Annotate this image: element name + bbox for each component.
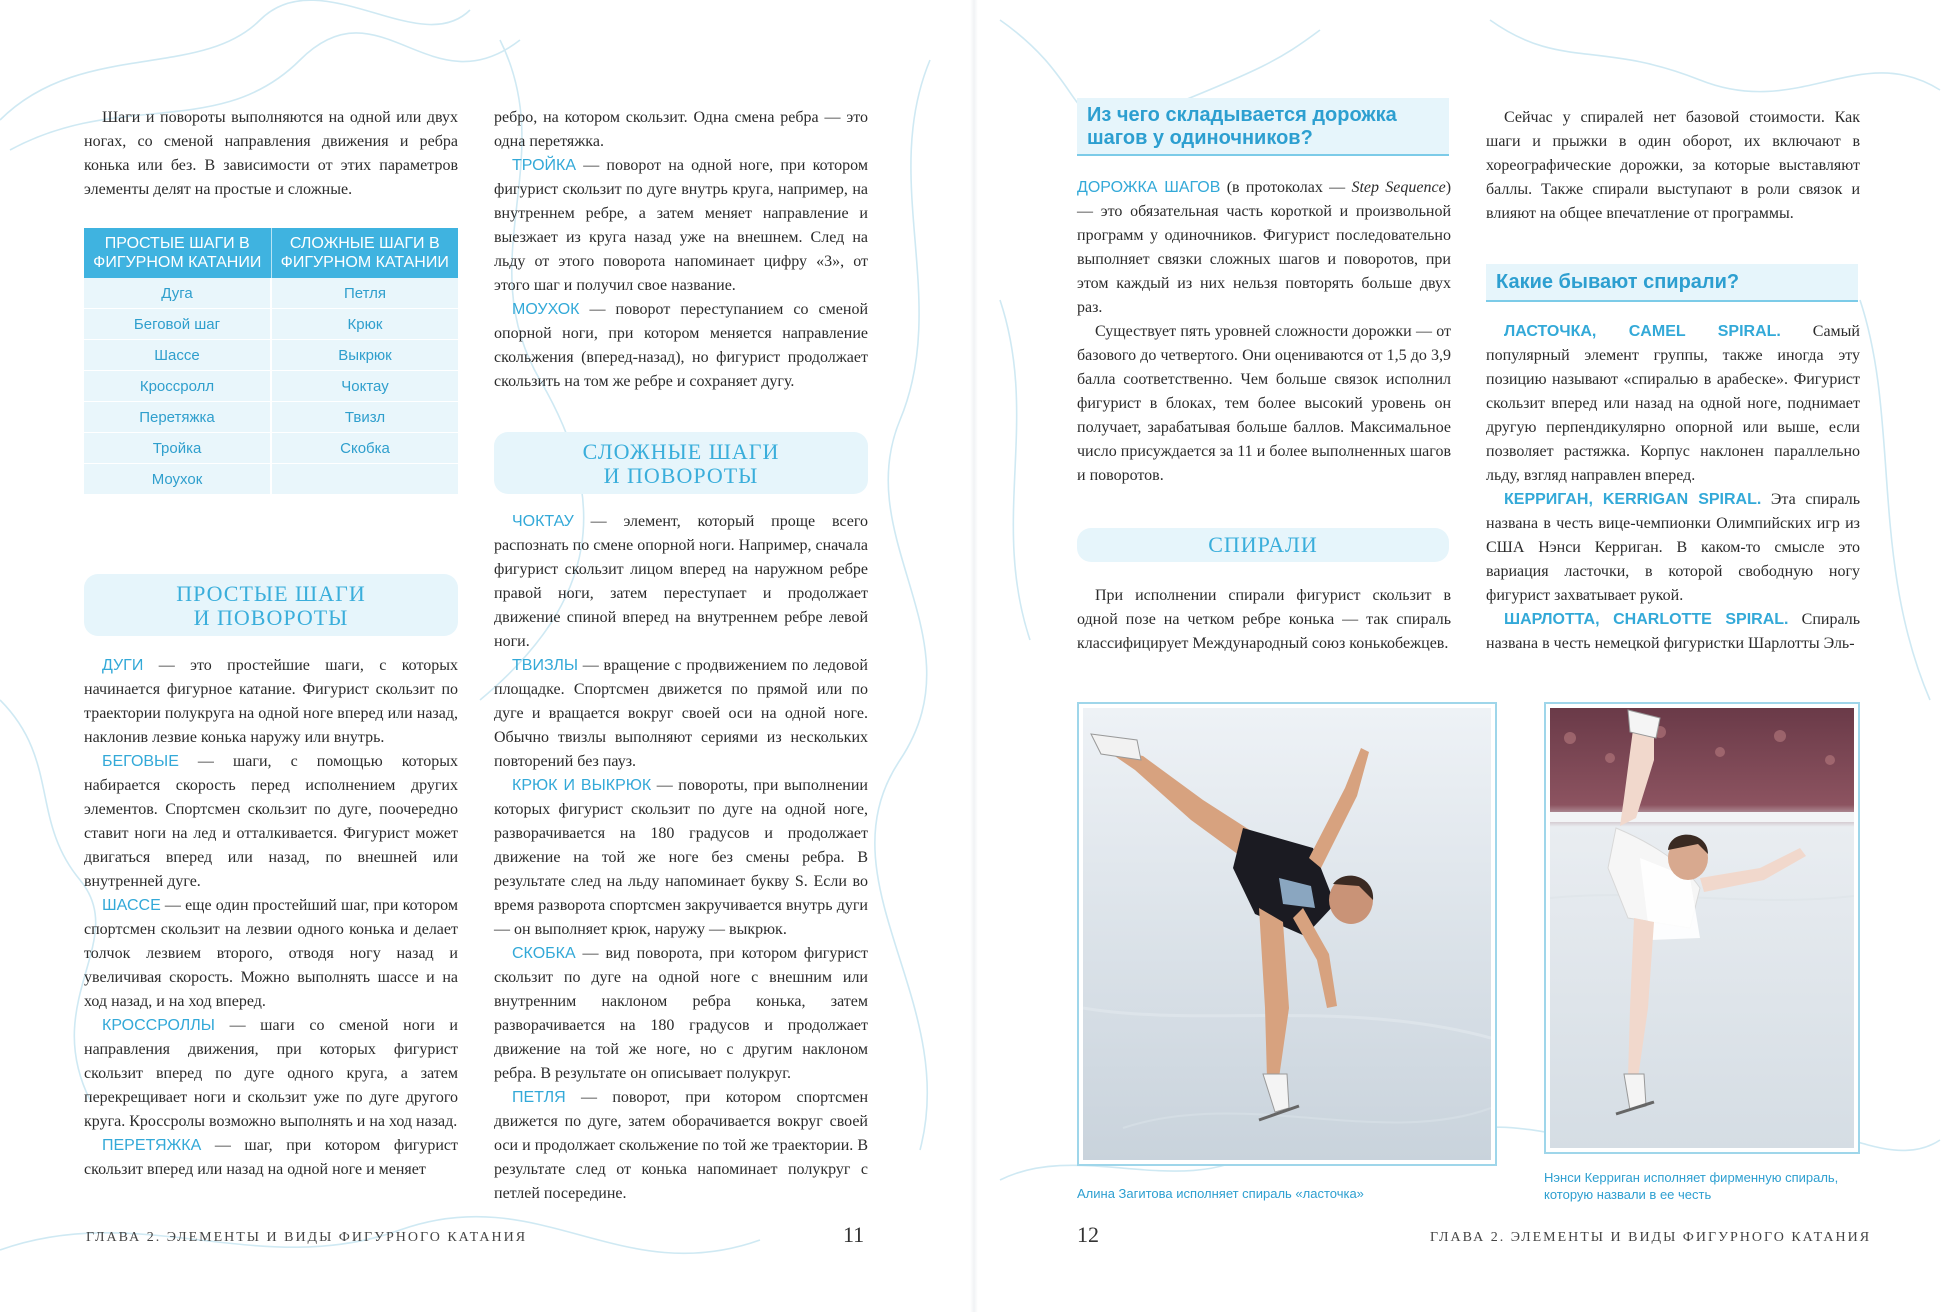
table-row — [84, 309, 458, 340]
table-cell: Тройка — [84, 433, 271, 464]
table-header-complex: СЛОЖНЫЕ ШАГИ В ФИГУРНОМ КАТАНИИ — [271, 228, 458, 278]
heading-simple-steps: ПРОСТЫЕ ШАГИ И ПОВОРОТЫ — [84, 574, 458, 636]
entry-text: — это простейшие шаги, с которых начинается фигурное катание. Фигурист скользит по траектории полукруга на одной ноге вперед или назад, наклонив лезвие конька наружу или внутрь. — [84, 657, 458, 746]
photo-zagitova-image — [1083, 708, 1491, 1160]
table-row — [84, 464, 458, 495]
entry-term: МОУХОК — [512, 301, 580, 318]
table-cell: Крюк — [271, 309, 458, 340]
table-cell: Чоктау — [271, 371, 458, 402]
entry-paragraph — [1486, 608, 1860, 656]
heading-complex-steps: СЛОЖНЫЕ ШАГИ И ПОВОРОТЫ — [494, 432, 868, 494]
right-col2-entries — [1486, 320, 1860, 656]
question-step-sequence: Из чего складывается дорожка шагов у одиночников? — [1077, 98, 1449, 156]
entry-text: — шаги, с помощью которых набирается скорость перед исполнением других элементов. Спортсмен скользит по дуге, поочередно ставит ноги на лед и отталкивается. Фигурист может двигаться вперед или назад, по внешней или внутренней дуге. — [84, 753, 458, 890]
heading-spirals: СПИРАЛИ — [1077, 528, 1449, 562]
entry-paragraph — [1486, 320, 1860, 488]
entry-paragraph — [84, 750, 458, 894]
right-col1-spirals — [1077, 584, 1451, 656]
left-footer: ГЛАВА 2. ЭЛЕМЕНТЫ И ВИДЫ ФИГУРНОГО КАТАНИЯ — [86, 1230, 528, 1245]
entry-paragraph — [494, 510, 868, 654]
photo-kerrigan-image — [1550, 708, 1854, 1148]
entry-term: ТВИЗЛЫ — [512, 657, 579, 674]
entry-text: Спираль названа в честь немецкой фигуристки Шарлотты Эль- — [1486, 611, 1861, 652]
entry-term: ШАРЛОТТА, CHARLOTTE SPIRAL. — [1504, 611, 1789, 628]
right-footer: ГЛАВА 2. ЭЛЕМЕНТЫ И ВИДЫ ФИГУРНОГО КАТАНИЯ — [1430, 1230, 1872, 1245]
dorozhka-levels: Существует пять уровней сложности дорожки — от базового до четвертого. Они оцениваются от 1,5 до 3,9 балла соответственно. Чем больше связок исполнил фигурист в блоках, тем более высокий уровень он получает, зарабатывая больше баллов. Максимальное число присуждается за 11 и более выполненных шагов и поворотов. — [1077, 323, 1451, 484]
col2-lead: ребро, на котором скользит. Одна смена ребра — это одна перетяжка. — [494, 109, 868, 150]
col2a-entries — [494, 154, 868, 394]
skater-kerrigan-spiral-illustration — [1550, 708, 1854, 1148]
entry-paragraph — [494, 774, 868, 942]
entry-term: КРОССРОЛЛЫ — [102, 1017, 215, 1034]
table-header-simple: ПРОСТЫЕ ШАГИ В ФИГУРНОМ КАТАНИИ — [84, 228, 271, 278]
term-dorozhka: ДОРОЖКА ШАГОВ — [1077, 179, 1221, 196]
spirals-value-paragraph: Сейчас у спиралей нет базовой стоимости. Как шаги и прыжки в один оборот, их включают в хореографические дорожки, за которые выставляют баллы. Также спирали выступают в роли связок и влияют на общее впечатление от программы. — [1486, 109, 1860, 222]
entry-paragraph — [494, 942, 868, 1086]
left-col1-intro — [84, 106, 458, 202]
entry-term: КРЮК И ВЫКРЮК — [512, 777, 652, 794]
entry-text: — вид поворота, при котором фигурист скользит по дуге на одной ноге с внешним или внутренним наклоном ребра конька, затем разворачивается на 180 градусов и продолжает движение на той же ноге, но с другим наклоном ребра. В результате он описывает полукруг. — [494, 945, 868, 1082]
caption-kerrigan: Нэнси Керриган исполняет фирменную спираль, которую назвали в ее честь — [1544, 1170, 1839, 1202]
left-col2-entries — [494, 510, 868, 1206]
right-col1-text — [1077, 176, 1451, 488]
table-row — [84, 340, 458, 371]
entry-text: — поворот переступанием со сменой опорной ноги, при котором меняется направление скольжения (вперед-назад), но фигурист продолжает скользить на том же ребре и сохраняет дугу. — [494, 301, 868, 390]
page-gutter — [970, 0, 978, 1312]
table-cell: Дуга — [84, 278, 271, 309]
entry-term: ПЕТЛЯ — [512, 1089, 566, 1106]
table-cell: Моухок — [84, 464, 271, 495]
table-row — [84, 278, 458, 309]
entry-paragraph — [84, 654, 458, 750]
dorozhka-paren: (в протоколах — — [1220, 179, 1352, 196]
entry-text: Эта спираль названа в честь вице-чемпионки Олимпийских игр из США Нэнси Керриган. В каком-то смысле это вариация ласточки, в которой свободную ногу фигурист захватывает рукой. — [1486, 491, 1860, 604]
table-cell — [271, 464, 458, 495]
page-number-right: 12 — [1077, 1222, 1099, 1247]
table-cell: Выкрюк — [271, 340, 458, 371]
entry-paragraph — [494, 1086, 868, 1206]
steps-table — [84, 228, 458, 495]
table-cell: Кроссролл — [84, 371, 271, 402]
table-cell: Петля — [271, 278, 458, 309]
entry-term: БЕГОВЫЕ — [102, 753, 179, 770]
dorozhka-paragraph — [1077, 176, 1451, 320]
entry-term: ЛАСТОЧКА, CAMEL SPIRAL. — [1504, 323, 1781, 340]
entry-text: — элемент, который проще всего распознать по смене опорной ноги. Например, сначала фигурист скользит лицом вперед на наружном ребре правой ноги, затем переступает и продолжает движение спиной вперед на внутреннем ребре левой ноги. — [494, 513, 868, 650]
entry-term: ШАССЕ — [102, 897, 161, 914]
table-cell: Скобка — [271, 433, 458, 464]
spirals-intro: При исполнении спирали фигурист скользит в одной позе на четком ребре конька — так спираль классифицирует Международный союз конькобежцев. — [1077, 587, 1451, 652]
dorozhka-italic: Step Sequence — [1351, 179, 1446, 196]
entry-text: — поворот, при котором спортсмен движется по дуге, затем оборачивается вокруг своей оси и продолжает скольжение по той же траектории. В результате след от конька напоминает полукруг с петлей посередине. — [494, 1089, 868, 1202]
table-row — [84, 433, 458, 464]
photo-zagitova — [1077, 702, 1497, 1166]
entry-term: ЧОКТАУ — [512, 513, 574, 530]
dorozhka-text: ) — это обязательная часть короткой и произвольной программ у одиночников. Фигурист последовательно выполняет связки сложных шагов и поворотов, при этом каждый из них нельзя повторять больше двух раз. — [1077, 179, 1452, 316]
entry-paragraph — [494, 154, 868, 298]
entry-text: — еще один простейший шаг, при котором спортсмен скользит на лезвии одного конька и делает толчок лезвием второго, отводя ногу назад и увеличивая скорость. Можно выполнять шассе и на ход назад, и на ход вперед. — [84, 897, 458, 1010]
photo-kerrigan — [1544, 702, 1860, 1154]
entry-paragraph — [494, 298, 868, 394]
question-spiral-types: Какие бывают спирали? — [1486, 264, 1858, 302]
entry-text: Самый популярный элемент группы, также иногда эту позицию называют «спиралью в арабеске». Фигурист скользит вперед или назад на одной ноге, поднимает другую перпендикулярно опорной или выше, если позволяет растяжка. Корпус наклонен параллельно льду, взгляд направлен вперед. — [1486, 323, 1860, 484]
entry-text: — шаг, при котором фигурист скользит вперед или назад на одной ноге и меняет — [84, 1137, 458, 1178]
table-cell: Перетяжка — [84, 402, 271, 433]
entry-term: ДУГИ — [102, 657, 144, 674]
entry-text: — поворот на одной ноге, при котором фигурист скользит по дуге внутрь круга, например, на внутреннем ребре, а затем меняет направление и выезжает из круга назад уже на внешнем. След на льду от этого поворота напоминает цифру «3», от этого шаг и получил свое название. — [494, 157, 868, 294]
table-row — [84, 371, 458, 402]
entry-paragraph — [494, 654, 868, 774]
table-cell: Твизл — [271, 402, 458, 433]
left-col2-top — [494, 106, 868, 394]
right-col2-intro — [1486, 106, 1860, 226]
entry-term: СКОБКА — [512, 945, 576, 962]
table-cell: Беговой шаг — [84, 309, 271, 340]
entry-text: — повороты, при выполнении которых фигурист скользит по дуге на одной ноге, разворачивается на 180 градусов и продолжает движение на той же ноге без смены ребра. В результате след на льду напоминает букву S. Если во время разворота спортсмен закручивается внутрь дуги — он выполняет крюк, наружу — выкрюк. — [494, 777, 868, 938]
page-number-left: 11 — [843, 1222, 865, 1247]
skater-camel-spiral-illustration — [1083, 708, 1491, 1160]
caption-zagitova: Алина Загитова исполняет спираль «ласточка» — [1077, 1186, 1364, 1201]
entry-paragraph — [1486, 488, 1860, 608]
table-row — [84, 402, 458, 433]
entry-text: — вращение с продвижением по ледовой площадке. Спортсмен движется по прямой или по дуге и вращается вокруг своей оси на одной ноге. Обычно твизлы выполняют сериями из нескольких повторений без пауз. — [494, 657, 868, 770]
entry-term: КЕРРИГАН, KERRIGAN SPIRAL. — [1504, 491, 1762, 508]
entry-paragraph — [84, 1014, 458, 1134]
table-cell: Шассе — [84, 340, 271, 371]
entry-term: ПЕРЕТЯЖКА — [102, 1137, 202, 1154]
entry-paragraph — [84, 894, 458, 1014]
entry-text: — шаги со сменой ноги и направления движения, при которых фигурист скользит вперед по дуге одного круга, а затем перекрещивает ноги и скользит уже по дуге другого круга. Кроссролы возможно выполнять и на ход назад. — [84, 1017, 458, 1130]
left-col1-entries — [84, 654, 458, 1182]
entry-term: ТРОЙКА — [512, 157, 577, 174]
entry-paragraph — [84, 1134, 458, 1182]
intro-paragraph: Шаги и повороты выполняются на одной или двух ногах, со сменой направления движения и ребра конька или без. В зависимости от этих параметров элементы делят на простые и сложные. — [84, 109, 458, 198]
